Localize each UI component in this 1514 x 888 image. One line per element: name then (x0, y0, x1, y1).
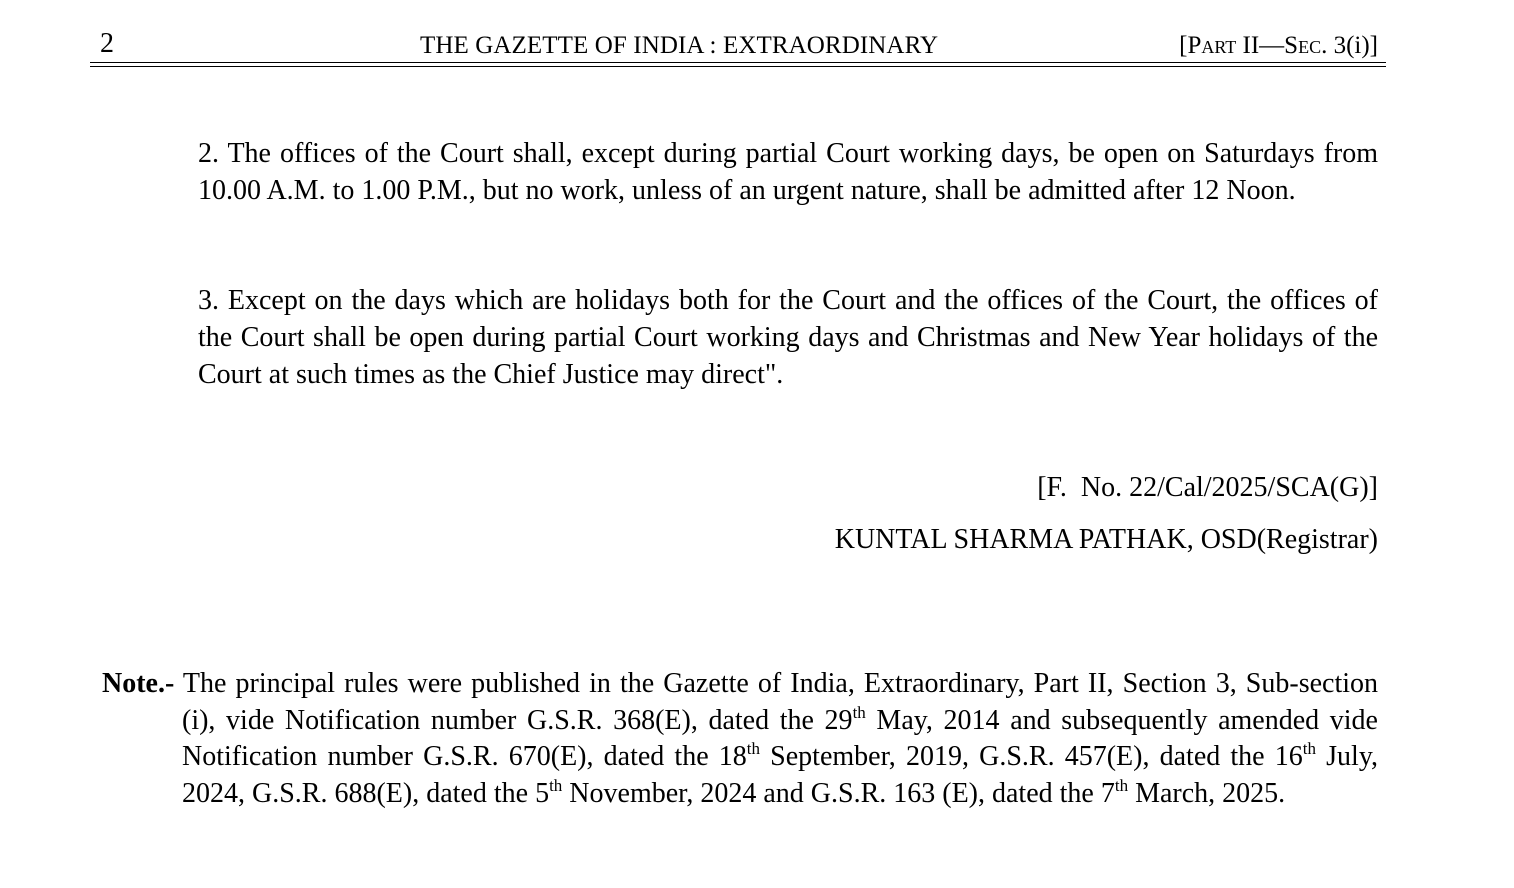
note-text-4: July, 2024, G.S.R. 688(E), dated the 5 (182, 741, 1379, 809)
section-open: [ (1179, 32, 1188, 59)
note-text-6: March, 2025. (1128, 777, 1286, 809)
note-sup-1: th (852, 702, 866, 722)
paragraph-3: 3. Except on the days which are holidays both for the Court and the offices of the Court, the offices of the Court shall be open during partial Court working days and Christmas and New Year holidays of the Court at such times as the Chief Justice may direct". (198, 285, 1378, 390)
page-number: 2 (100, 28, 114, 59)
note-text-2: May, 2014 and subsequently amended vide Notification number G.S.R. 670(E), dated the 18 (182, 704, 1378, 772)
paragraph-2: 2. The offices of the Court shall, except during partial Court working days, be open on Saturdays from 10.00 A.M. to 1.00 P.M., but no work, unless of an urgent nature, shall be admitted after 12 Noon. (198, 138, 1378, 206)
section-reference (1179, 32, 1378, 60)
note-sup-5: th (1114, 775, 1129, 795)
file-reference: [F. No. 22/Cal/2025/SCA(G)] (1037, 472, 1378, 503)
gazette-title: THE GAZETTE OF INDIA : EXTRAORDINARY (420, 32, 939, 59)
note-text-1: The principal rules were published in the Gazette of India, Extraordinary, Part II, Section 3, Sub-section (i), vide Notification number G.S.R. 368(E), dated the 29 (174, 668, 1378, 736)
note-sup-4: th (549, 775, 563, 795)
note-sup-2: th (746, 739, 761, 758)
section-close: 3(i)] (1327, 32, 1378, 59)
section-mid: II— (1236, 32, 1285, 59)
section-part: Part (1187, 32, 1237, 59)
header-rule-bottom (90, 66, 1386, 67)
note-text-5: November, 2024 and G.S.R. 163 (E), dated the 7 (562, 777, 1115, 809)
note-sup-3: th (1302, 739, 1316, 758)
section-sec: Sec. (1284, 32, 1328, 59)
signatory: KUNTAL SHARMA PATHAK, OSD(Registrar) (834, 524, 1378, 555)
note-text-3: September, 2019, G.S.R. 457(E), dated the 16 (760, 741, 1303, 772)
page-header (90, 24, 1386, 60)
note-paragraph (102, 666, 1379, 812)
header-rule-top (90, 62, 1386, 63)
note-label: Note.- (102, 668, 175, 699)
